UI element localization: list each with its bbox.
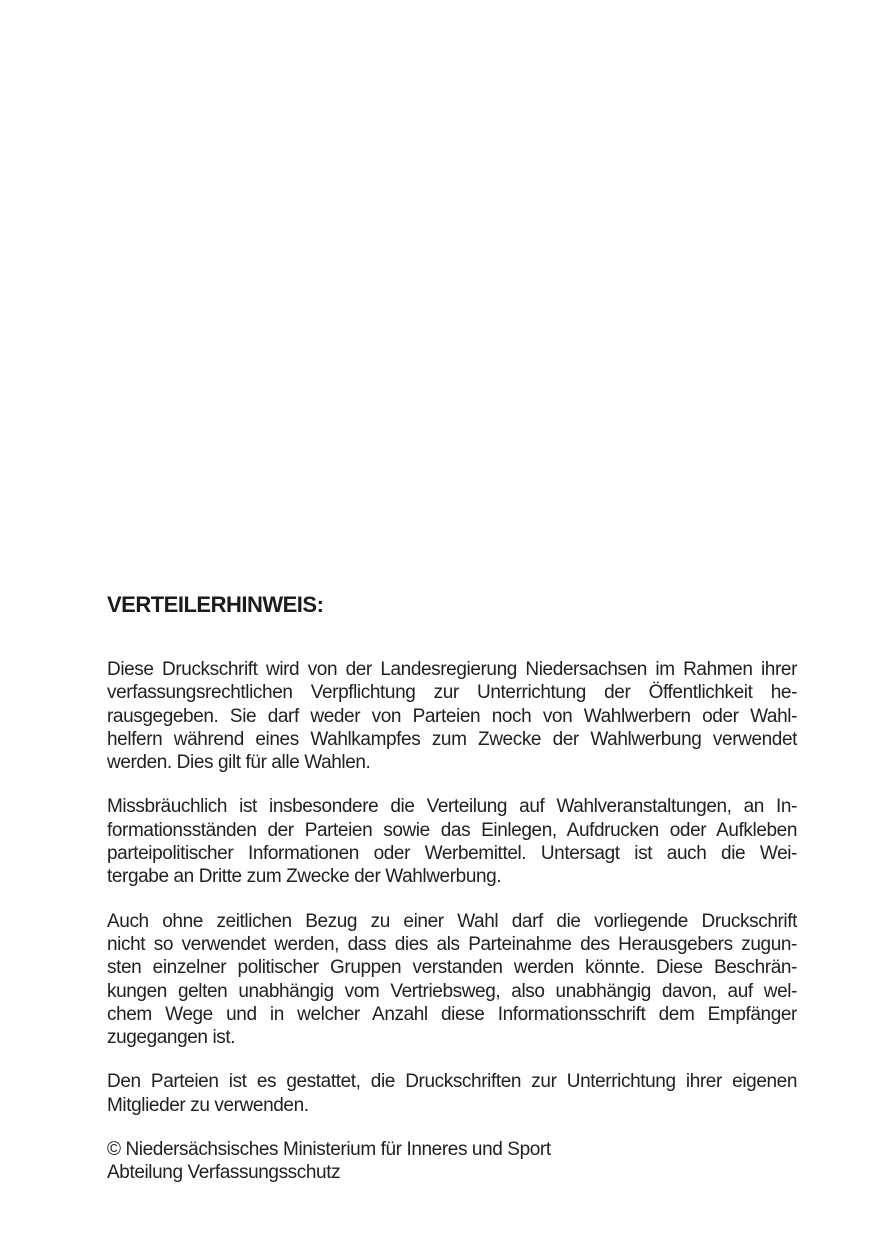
text-line: formationsständen der Parteien sowie das Einlegen, Aufdrucken oder Aufkleben	[107, 819, 797, 841]
text-line: rausgegeben. Sie darf weder von Parteien noch von Wahlwerbern oder Wahl-	[107, 705, 797, 727]
text-line: Diese Druckschrift wird von der Landesregierung Niedersachsen im Rahmen ihrer	[107, 659, 797, 680]
text-line: helfern während eines Wahlkampfes zum Zwecke der Wahlwerbung verwendet	[107, 728, 797, 750]
text-line: kungen gelten unabhängig vom Vertriebsweg, also unabhängig davon, auf wel-	[107, 980, 797, 1002]
copyright-publisher-line: © Niedersächsisches Ministerium für Inneres und Sport	[107, 1139, 551, 1161]
text-line: Auch ohne zeitlichen Bezug zu einer Wahl darf die vorliegende Druckschrift	[107, 910, 797, 932]
text-line: tergabe an Dritte zum Zwecke der Wahlwerbung.	[107, 866, 502, 888]
copyright-department-line: Abteilung Verfassungsschutz	[107, 1162, 341, 1184]
paragraph-4	[107, 1070, 797, 1117]
text-line: parteipolitischer Informationen oder Werbemittel. Untersagt ist auch die Wei-	[107, 843, 797, 865]
text-line: Mitglieder zu verwenden.	[107, 1094, 309, 1116]
paragraph-2	[107, 795, 797, 888]
text-line: Missbräuchlich ist insbesondere die Verteilung auf Wahlveranstaltungen, an In-	[107, 796, 797, 818]
text-line: zugegangen ist.	[107, 1027, 236, 1049]
text-line: verfassungsrechtlichen Verpflichtung zur Unterrichtung der Öffentlichkeit he-	[107, 682, 797, 704]
paragraph-1	[107, 658, 797, 774]
text-line: sten einzelner politischer Gruppen verstanden werden könnte. Diese Beschrän-	[107, 957, 797, 979]
section-heading: VERTEILERHINWEIS:	[107, 592, 324, 617]
copyright-block	[107, 1138, 797, 1185]
text-line: nicht so verwendet werden, dass dies als Parteinahme des Herausgebers zugun-	[107, 933, 797, 955]
text-line: Den Parteien ist es gestattet, die Druckschriften zur Unterrichtung ihrer eigenen	[107, 1071, 797, 1093]
paragraph-3	[107, 910, 797, 1050]
text-line: chem Wege und in welcher Anzahl diese Informationsschrift dem Empfänger	[107, 1003, 797, 1025]
page-content	[107, 593, 797, 1185]
text-line: werden. Dies gilt für alle Wahlen.	[107, 752, 371, 774]
